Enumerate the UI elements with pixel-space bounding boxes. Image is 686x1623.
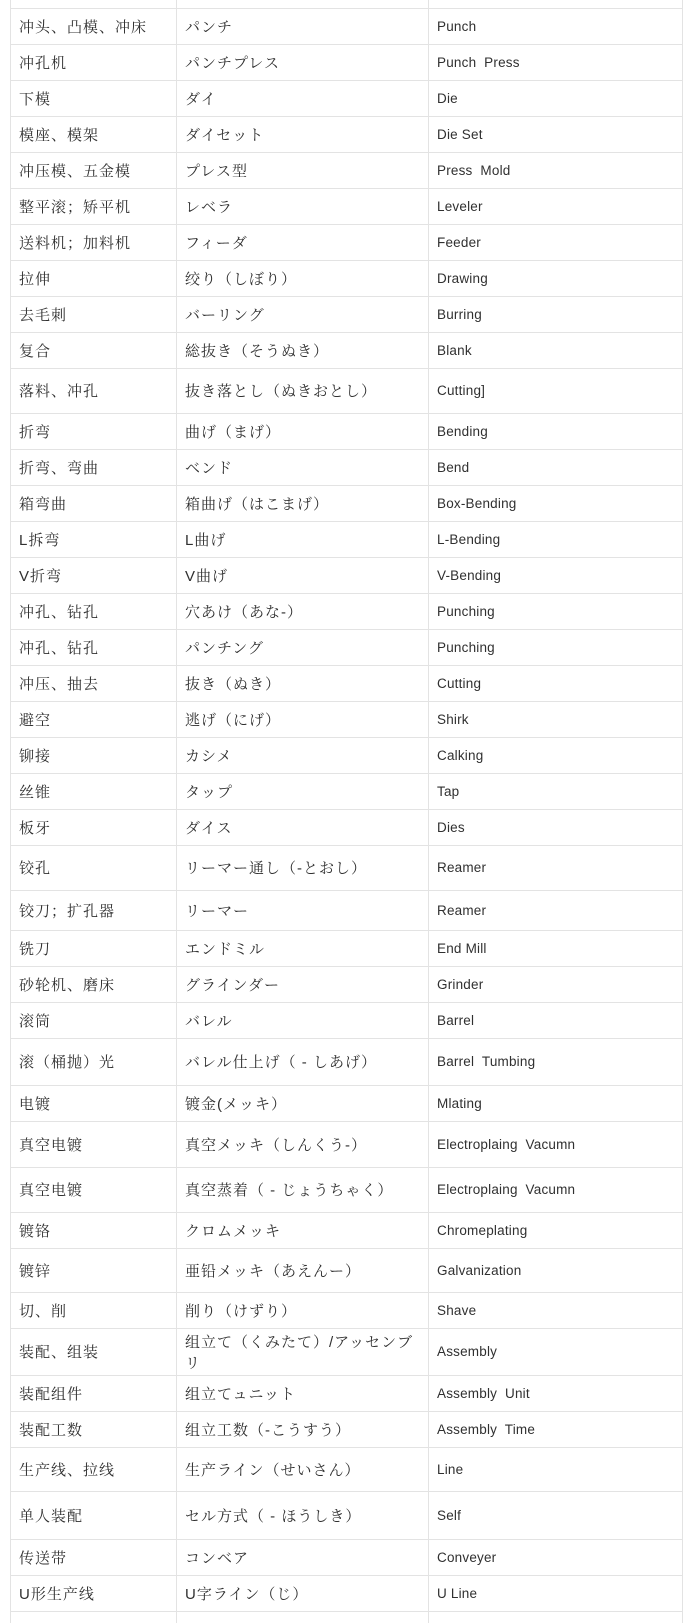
cell-chinese-term: 下模 [11, 80, 177, 116]
cell-japanese-term: バレル [177, 1002, 429, 1038]
cell-chinese-term: 切、削 [11, 1292, 177, 1328]
cell-chinese-term: 生产线、拉线 [11, 1447, 177, 1491]
cell-chinese-term: 拉伸 [11, 260, 177, 296]
cell-chinese-term: 冲孔、钻孔 [11, 593, 177, 629]
cell-english-term: Electroplaing Vacumn [429, 1167, 683, 1212]
table-row [11, 1212, 683, 1248]
cell-japanese-term: グラインダー [177, 966, 429, 1002]
cell-chinese-term: 镀铬 [11, 1212, 177, 1248]
cell-chinese-term: 铆接 [11, 737, 177, 773]
cell-japanese-term: U字ライン（じ） [177, 1575, 429, 1611]
cell-english-term: Electroplaing Vacumn [429, 1121, 683, 1167]
table-row [11, 1328, 683, 1375]
cell-japanese-term: 抜き落とし（ぬきおとし） [177, 368, 429, 413]
table-row [11, 1038, 683, 1085]
empty-cell [177, 0, 429, 8]
empty-cell [177, 1611, 429, 1623]
cell-japanese-term: 生产ライン（せいさん） [177, 1447, 429, 1491]
cell-chinese-term: 模座、模架 [11, 116, 177, 152]
table-row [11, 152, 683, 188]
cell-english-term: Feeder [429, 224, 683, 260]
cell-chinese-term: 冲孔机 [11, 44, 177, 80]
cell-chinese-term: 冲头、凸模、冲床 [11, 8, 177, 44]
table-row [11, 1248, 683, 1292]
cell-english-term: Barrel Tumbing [429, 1038, 683, 1085]
cell-english-term: Reamer [429, 845, 683, 890]
cell-japanese-term: 曲げ（まげ） [177, 413, 429, 449]
table-row [11, 1447, 683, 1491]
cell-english-term: Self [429, 1491, 683, 1539]
cell-japanese-term: パンチプレス [177, 44, 429, 80]
table-row [11, 557, 683, 593]
clipped-row-bottom [11, 1611, 683, 1623]
table-row [11, 80, 683, 116]
cell-chinese-term: 箱弯曲 [11, 485, 177, 521]
table-row [11, 188, 683, 224]
table-row [11, 1002, 683, 1038]
cell-chinese-term: 装配组件 [11, 1375, 177, 1411]
cell-english-term: Cutting [429, 665, 683, 701]
cell-chinese-term: 装配工数 [11, 1411, 177, 1447]
table-row [11, 260, 683, 296]
cell-chinese-term: 送料机；加料机 [11, 224, 177, 260]
cell-english-term: Grinder [429, 966, 683, 1002]
cell-japanese-term: 组立てュニット [177, 1375, 429, 1411]
cell-english-term: Mlating [429, 1085, 683, 1121]
cell-japanese-term: 绞り（しぼり） [177, 260, 429, 296]
cell-japanese-term: 逃げ（にげ） [177, 701, 429, 737]
empty-cell [11, 0, 177, 8]
cell-english-term: Shirk [429, 701, 683, 737]
cell-japanese-term: V曲げ [177, 557, 429, 593]
table-row [11, 701, 683, 737]
table-row [11, 485, 683, 521]
table-row [11, 1411, 683, 1447]
empty-cell [429, 1611, 683, 1623]
table-row [11, 665, 683, 701]
table-row [11, 1491, 683, 1539]
table-row [11, 368, 683, 413]
table-row [11, 737, 683, 773]
table-row [11, 521, 683, 557]
cell-japanese-term: 亜铅メッキ（あえんー） [177, 1248, 429, 1292]
table-row [11, 1292, 683, 1328]
cell-japanese-term: クロムメッキ [177, 1212, 429, 1248]
cell-chinese-term: 整平滚；矫平机 [11, 188, 177, 224]
table-row [11, 845, 683, 890]
cell-english-term: Punching [429, 593, 683, 629]
table-row [11, 966, 683, 1002]
cell-english-term: Barrel [429, 1002, 683, 1038]
empty-cell [429, 0, 683, 8]
cell-japanese-term: バレル仕上げ（ - しあげ） [177, 1038, 429, 1085]
cell-english-term: Bending [429, 413, 683, 449]
cell-japanese-term: 穴あけ（あな-） [177, 593, 429, 629]
cell-japanese-term: タップ [177, 773, 429, 809]
cell-japanese-term: バーリング [177, 296, 429, 332]
table-row [11, 1085, 683, 1121]
cell-english-term: Box-Bending [429, 485, 683, 521]
table-row [11, 809, 683, 845]
table-row [11, 930, 683, 966]
cell-english-term: Die Set [429, 116, 683, 152]
cell-japanese-term: リーマー通し（-とおし） [177, 845, 429, 890]
cell-japanese-term: パンチング [177, 629, 429, 665]
cell-chinese-term: 冲压、抽去 [11, 665, 177, 701]
table-row [11, 1539, 683, 1575]
cell-chinese-term: 折弯、弯曲 [11, 449, 177, 485]
table-row [11, 773, 683, 809]
cell-chinese-term: 去毛刺 [11, 296, 177, 332]
cell-japanese-term: 抜き（ぬき） [177, 665, 429, 701]
cell-japanese-term: 镀金(メッキ） [177, 1085, 429, 1121]
table-row [11, 449, 683, 485]
cell-chinese-term: 折弯 [11, 413, 177, 449]
table-row [11, 8, 683, 44]
cell-japanese-term: レベラ [177, 188, 429, 224]
table-row [11, 44, 683, 80]
cell-japanese-term: ダイ [177, 80, 429, 116]
cell-chinese-term: 铰刀；扩孔器 [11, 890, 177, 930]
table-row [11, 1121, 683, 1167]
cell-japanese-term: 组立て（くみたて）/アッセンブリ [177, 1328, 429, 1375]
cell-japanese-term: カシメ [177, 737, 429, 773]
cell-chinese-term: V折弯 [11, 557, 177, 593]
cell-english-term: Calking [429, 737, 683, 773]
cell-chinese-term: 落料、冲孔 [11, 368, 177, 413]
cell-english-term: Dies [429, 809, 683, 845]
empty-cell [11, 1611, 177, 1623]
cell-japanese-term: ダイセット [177, 116, 429, 152]
cell-chinese-term: 铰孔 [11, 845, 177, 890]
cell-english-term: Press Mold [429, 152, 683, 188]
cell-chinese-term: 丝锥 [11, 773, 177, 809]
cell-japanese-term: セル方式（ - ほうしき） [177, 1491, 429, 1539]
cell-english-term: Bend [429, 449, 683, 485]
cell-chinese-term: 冲孔、钻孔 [11, 629, 177, 665]
cell-english-term: Punch Press [429, 44, 683, 80]
cell-japanese-term: 真空蒸着（ - じょうちゃく） [177, 1167, 429, 1212]
cell-english-term: Leveler [429, 188, 683, 224]
cell-chinese-term: 冲压模、五金模 [11, 152, 177, 188]
cell-english-term: Galvanization [429, 1248, 683, 1292]
cell-japanese-term: フィーダ [177, 224, 429, 260]
table-row [11, 1375, 683, 1411]
cell-japanese-term: プレス型 [177, 152, 429, 188]
table-row [11, 1575, 683, 1611]
glossary-table [10, 0, 683, 1623]
cell-chinese-term: 滚筒 [11, 1002, 177, 1038]
cell-japanese-term: リーマー [177, 890, 429, 930]
cell-japanese-term: 组立工数（-こうすう） [177, 1411, 429, 1447]
cell-english-term: V-Bending [429, 557, 683, 593]
cell-english-term: Shave [429, 1292, 683, 1328]
cell-chinese-term: 单人装配 [11, 1491, 177, 1539]
cell-english-term: Drawing [429, 260, 683, 296]
cell-chinese-term: 镀锌 [11, 1248, 177, 1292]
cell-chinese-term: 铣刀 [11, 930, 177, 966]
cell-english-term: Blank [429, 332, 683, 368]
cell-chinese-term: 真空电镀 [11, 1121, 177, 1167]
cell-english-term: Line [429, 1447, 683, 1491]
cell-english-term: Cutting] [429, 368, 683, 413]
cell-chinese-term: L拆弯 [11, 521, 177, 557]
table-row [11, 1167, 683, 1212]
table-row [11, 413, 683, 449]
cell-japanese-term: 真空メッキ（しんくう-） [177, 1121, 429, 1167]
cell-chinese-term: 装配、组装 [11, 1328, 177, 1375]
table-row [11, 116, 683, 152]
cell-japanese-term: 箱曲げ（はこまげ） [177, 485, 429, 521]
cell-chinese-term: 电镀 [11, 1085, 177, 1121]
cell-english-term: Burring [429, 296, 683, 332]
cell-japanese-term: ベンド [177, 449, 429, 485]
cell-english-term: Tap [429, 773, 683, 809]
cell-english-term: Punching [429, 629, 683, 665]
cell-chinese-term: 板牙 [11, 809, 177, 845]
cell-english-term: End Mill [429, 930, 683, 966]
cell-english-term: Assembly Unit [429, 1375, 683, 1411]
table-row [11, 629, 683, 665]
cell-english-term: U Line [429, 1575, 683, 1611]
cell-japanese-term: コンベア [177, 1539, 429, 1575]
cell-english-term: L-Bending [429, 521, 683, 557]
cell-english-term: Die [429, 80, 683, 116]
cell-english-term: Punch [429, 8, 683, 44]
cell-english-term: Chromeplating [429, 1212, 683, 1248]
cell-english-term: Conveyer [429, 1539, 683, 1575]
cell-japanese-term: ダイス [177, 809, 429, 845]
cell-chinese-term: 砂轮机、磨床 [11, 966, 177, 1002]
table-row [11, 593, 683, 629]
cell-japanese-term: エンドミル [177, 930, 429, 966]
cell-chinese-term: 滚（桶抛）光 [11, 1038, 177, 1085]
cell-chinese-term: 复合 [11, 332, 177, 368]
cell-english-term: Assembly [429, 1328, 683, 1375]
cell-chinese-term: U形生产线 [11, 1575, 177, 1611]
table-row [11, 224, 683, 260]
cell-english-term: Reamer [429, 890, 683, 930]
cell-japanese-term: パンチ [177, 8, 429, 44]
cell-chinese-term: 避空 [11, 701, 177, 737]
cell-japanese-term: 総抜き（そうぬき） [177, 332, 429, 368]
cell-chinese-term: 传送带 [11, 1539, 177, 1575]
cell-japanese-term: L曲げ [177, 521, 429, 557]
table-row [11, 890, 683, 930]
table-row [11, 332, 683, 368]
cell-japanese-term: 削り（けずり） [177, 1292, 429, 1328]
clipped-row-top [11, 0, 683, 8]
cell-english-term: Assembly Time [429, 1411, 683, 1447]
cell-chinese-term: 真空电镀 [11, 1167, 177, 1212]
table-row [11, 296, 683, 332]
glossary-table-body [11, 0, 683, 1623]
